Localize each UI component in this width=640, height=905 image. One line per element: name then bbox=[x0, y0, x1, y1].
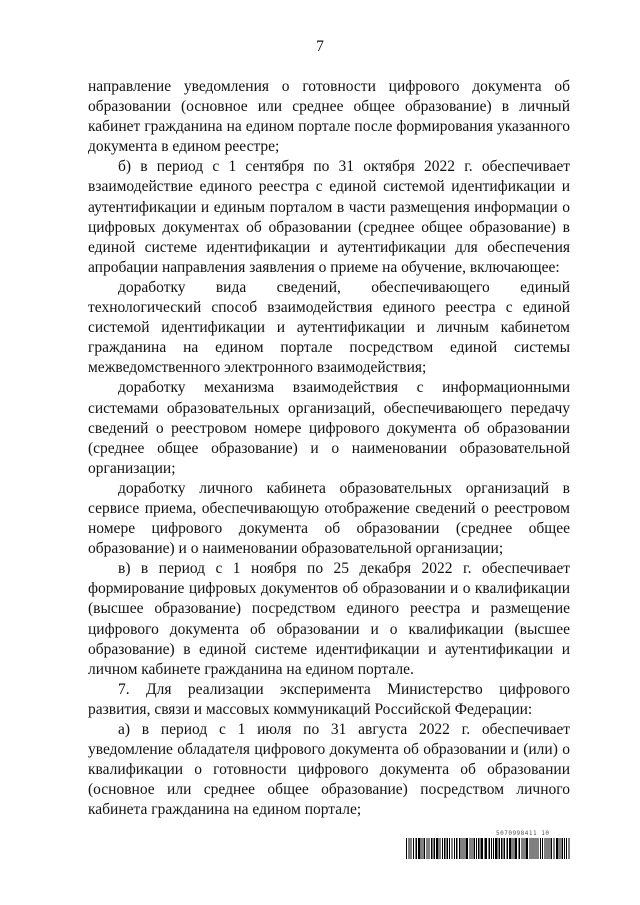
barcode-number: 5070998411 10 bbox=[496, 830, 550, 837]
paragraph: б) в период с 1 сентября по 31 октября 2022 г. обеспечивает взаимодействие единого реестра с единой системой идентификации и аутентификации и единым порталом в части размещения информации о цифровых документах об образовании (среднее общее образование) в единой системе идентификации и аутентификации для обеспечения апробации направления заявления о приеме на обучение, включающее: bbox=[88, 158, 570, 276]
paragraph: направление уведомления о готовности цифрового документа об образовании (основное или среднее общее образование) в личный кабинет гражданина на едином портале после формирования указанного документа в едином реестре; bbox=[88, 78, 570, 156]
paragraph: в) в период с 1 ноября по 25 декабря 2022 г. обеспечивает формирование цифровых документов об образовании и о квалификации (высшее образование) посредством единого реестра и размещение цифрового документа об образовании и о квалификации (высшее образование) в единой системе идентификации и аутентификации и личном кабинете гражданина на едином портале. bbox=[88, 560, 570, 678]
page-number: 7 bbox=[316, 38, 324, 55]
barcode-image bbox=[406, 838, 570, 859]
document-body bbox=[88, 77, 570, 820]
paragraph: 7. Для реализации эксперимента Министерство цифрового развития, связи и массовых коммуникаций Российской Федерации: bbox=[88, 680, 570, 718]
paragraph: доработку личного кабинета образовательных организаций в сервисе приема, обеспечивающую отображение сведений о реестровом номере цифрового документа об образовании (среднее общее образование) и о наименовании образовательной организации; bbox=[88, 479, 570, 558]
paragraph: доработку вида сведений, обеспечивающего единый технологический способ взаимодействия единого реестра с единой системой идентификации и аутентификации и личным кабинетом гражданина на едином портале посредством единой системы межведомственного электронного взаимодействия; bbox=[88, 278, 570, 377]
paragraph: доработку механизма взаимодействия с информационными системами образовательных организаций, обеспечивающего передачу сведений о реестровом номере цифрового документа об образовании (среднее общее образование) и о наименовании образовательной организации; bbox=[88, 379, 570, 477]
paragraph: а) в период с 1 июля по 31 августа 2022 г. обеспечивает уведомление обладателя цифрового документа об образовании и (или) о квалификации о готовности цифрового документа об образовании (основное или среднее общее образование) посредством личного кабинета гражданина на едином портале; bbox=[88, 721, 570, 819]
